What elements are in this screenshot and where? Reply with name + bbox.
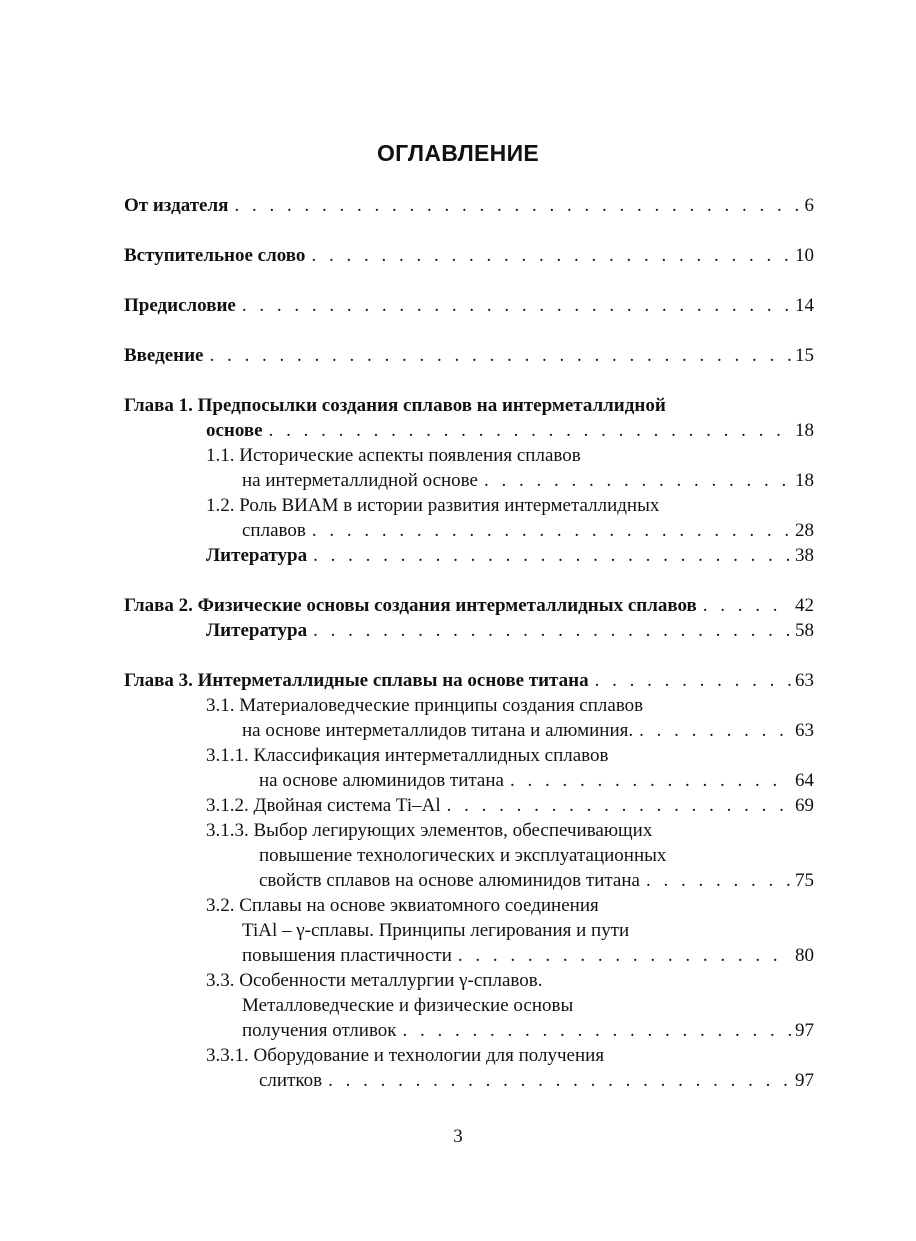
toc-chapter-1-line-1[interactable] bbox=[124, 393, 814, 418]
toc-entry-title: свойств сплавов на основе алюминидов титана bbox=[259, 870, 640, 891]
toc-entry-title: Предисловие bbox=[124, 295, 236, 316]
toc-section-3-1-line-1[interactable] bbox=[206, 693, 814, 718]
toc-page-number: 64 bbox=[795, 770, 814, 791]
toc-entry-title: Литература bbox=[206, 545, 308, 566]
dot-leader bbox=[595, 668, 791, 693]
dot-leader bbox=[234, 193, 800, 218]
toc-entry-title: сплавов bbox=[242, 520, 306, 541]
dot-leader bbox=[447, 793, 791, 818]
toc-page-number: 63 bbox=[795, 720, 814, 741]
toc-page-number: 58 bbox=[795, 620, 814, 641]
dot-leader bbox=[311, 243, 791, 268]
dot-leader bbox=[312, 518, 791, 543]
toc-entry-title: повышения пластичности bbox=[242, 945, 452, 966]
toc-entry-title: Глава 2. Физические основы создания интерметаллидных сплавов bbox=[124, 595, 697, 616]
toc-entry-title: получения отливок bbox=[242, 1020, 397, 1041]
toc-section-3-3-1-line-1[interactable] bbox=[206, 1043, 814, 1068]
toc-entry-vvedenie[interactable] bbox=[124, 343, 814, 368]
toc-entry-title: Глава 3. Интерметаллидные сплавы на основе титана bbox=[124, 670, 589, 691]
toc-page-number: 28 bbox=[795, 520, 814, 541]
toc-page-number: 6 bbox=[804, 195, 814, 216]
toc-entry-title: 1.2. Роль ВИАМ в истории развития интерметаллидных bbox=[206, 495, 660, 516]
toc-entry-title: на интерметаллидной основе bbox=[242, 470, 478, 491]
toc-entry-ot-izdatelya[interactable] bbox=[124, 193, 814, 218]
toc-section-1-2-line-2[interactable] bbox=[242, 518, 814, 543]
dot-leader bbox=[639, 718, 791, 743]
dot-leader bbox=[313, 543, 791, 568]
dot-leader bbox=[242, 293, 791, 318]
toc-section-3-1-3-line-3[interactable] bbox=[259, 868, 814, 893]
toc-section-3-2-line-2[interactable] bbox=[242, 918, 814, 943]
toc-page-number: 80 bbox=[795, 945, 814, 966]
toc-entry-title: Литература bbox=[206, 620, 308, 641]
toc-chapter-1-literature[interactable] bbox=[206, 543, 814, 568]
toc-section-3-1-line-2[interactable] bbox=[242, 718, 814, 743]
toc-page-number: 97 bbox=[795, 1020, 814, 1041]
toc-page-number: 38 bbox=[795, 545, 814, 566]
toc-entry-title: Глава 1. Предпосылки создания сплавов на интерметаллидной bbox=[124, 395, 666, 416]
dot-leader bbox=[458, 943, 791, 968]
toc-entry-title: повышение технологических и эксплуатационных bbox=[259, 845, 667, 866]
toc-page-number: 10 bbox=[795, 245, 814, 266]
toc-page-number: 18 bbox=[795, 470, 814, 491]
toc-section-1-1-line-1[interactable] bbox=[206, 443, 814, 468]
toc-section-3-3-1-line-2[interactable] bbox=[259, 1068, 814, 1093]
toc-section-1-2-line-1[interactable] bbox=[206, 493, 814, 518]
toc-section-3-2-line-3[interactable] bbox=[242, 943, 814, 968]
dot-leader bbox=[646, 868, 791, 893]
toc-entry-title: Металловедческие и физические основы bbox=[242, 995, 574, 1016]
dot-leader bbox=[484, 468, 791, 493]
toc-entry-title: на основе алюминидов титана bbox=[259, 770, 504, 791]
toc-section-3-1-3-line-1[interactable] bbox=[206, 818, 814, 843]
toc-page-number: 75 bbox=[795, 870, 814, 891]
toc-entry-title: 1.1. Исторические аспекты появления сплавов bbox=[206, 445, 581, 466]
toc-entry-title: слитков bbox=[259, 1070, 323, 1091]
toc-section-3-3-line-1[interactable] bbox=[206, 968, 814, 993]
toc-page-number: 63 bbox=[795, 670, 814, 691]
toc-section-3-1-1-line-2[interactable] bbox=[259, 768, 814, 793]
toc-entry-title: 3.2. Сплавы на основе эквиатомного соединения bbox=[206, 895, 599, 916]
toc-entry-title: 3.3.1. Оборудование и технологии для получения bbox=[206, 1045, 605, 1066]
toc-entry-title: TiAl – γ-сплавы. Принципы легирования и пути bbox=[242, 920, 630, 941]
dot-leader bbox=[210, 343, 792, 368]
toc-page-number: 42 bbox=[795, 595, 814, 616]
toc-page-number: 97 bbox=[795, 1070, 814, 1091]
toc-section-3-3-line-2[interactable] bbox=[242, 993, 814, 1018]
toc-chapter-3[interactable] bbox=[124, 668, 814, 693]
toc-entry-title: 3.3. Особенности металлургии γ-сплавов. bbox=[206, 970, 543, 991]
toc-entry-title: Вступительное слово bbox=[124, 245, 306, 266]
toc-entry-predislovie[interactable] bbox=[124, 293, 814, 318]
toc-entry-vstupitelnoe-slovo[interactable] bbox=[124, 243, 814, 268]
toc-entry-title: на основе интерметаллидов титана и алюминия. bbox=[242, 720, 634, 741]
dot-leader bbox=[328, 1068, 791, 1093]
page-number: 3 bbox=[453, 1126, 463, 1147]
toc-page-number: 14 bbox=[795, 295, 814, 316]
toc-page-number: 18 bbox=[795, 420, 814, 441]
dot-leader bbox=[510, 768, 791, 793]
toc-entry-title: 3.1.2. Двойная система Ti–Al bbox=[206, 795, 441, 816]
toc-entry-title: 3.1. Материаловедческие принципы создания сплавов bbox=[206, 695, 644, 716]
toc-page-number: 15 bbox=[795, 345, 814, 366]
toc-section-3-3-line-3[interactable] bbox=[242, 1018, 814, 1043]
toc-section-1-1-line-2[interactable] bbox=[242, 468, 814, 493]
toc-section-3-1-1-line-1[interactable] bbox=[206, 743, 814, 768]
toc-entry-title: Введение bbox=[124, 345, 204, 366]
toc-chapter-2[interactable] bbox=[124, 593, 814, 618]
toc-chapter-1-line-2[interactable] bbox=[206, 418, 814, 443]
toc-entry-title: От издателя bbox=[124, 195, 229, 216]
toc-chapter-2-literature[interactable] bbox=[206, 618, 814, 643]
dot-leader bbox=[269, 418, 791, 443]
toc-entry-title: 3.1.3. Выбор легирующих элементов, обеспечивающих bbox=[206, 820, 653, 841]
toc-section-3-2-line-1[interactable] bbox=[206, 893, 814, 918]
toc-page-number: 69 bbox=[795, 795, 814, 816]
dot-leader bbox=[403, 1018, 791, 1043]
toc-section-3-1-3-line-2[interactable] bbox=[259, 843, 814, 868]
page-title: ОГЛАВЛЕНИЕ bbox=[376, 140, 540, 166]
dot-leader bbox=[313, 618, 791, 643]
toc-entry-title: 3.1.1. Классификация интерметаллидных сплавов bbox=[206, 745, 609, 766]
toc-section-3-1-2[interactable] bbox=[206, 793, 814, 818]
toc-entry-title: основе bbox=[206, 420, 263, 441]
dot-leader bbox=[703, 593, 791, 618]
